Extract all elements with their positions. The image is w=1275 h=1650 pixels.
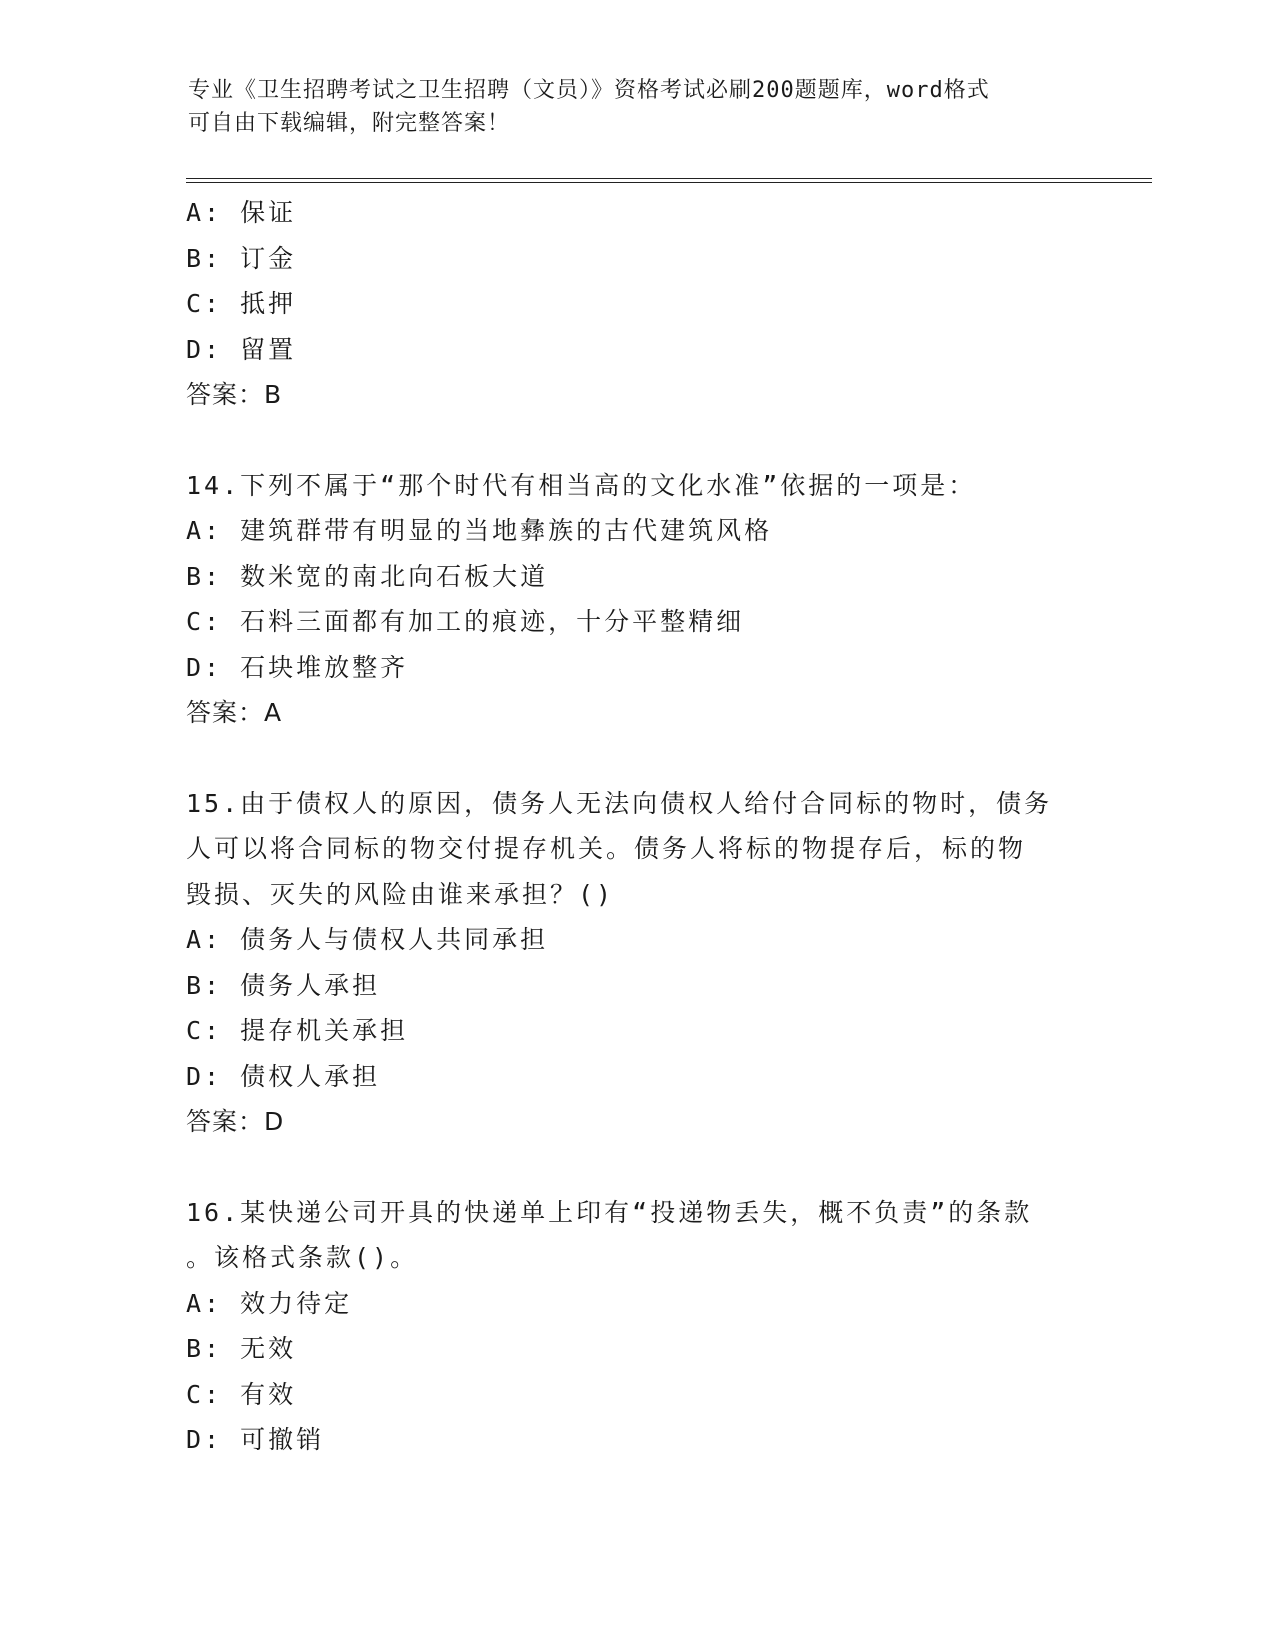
q16-option-a: A: 效力待定 [186,1288,353,1318]
q15-stem-line-1: 15.由于债权人的原因，债务人无法向债权人给付合同标的物时，债务 [186,788,1053,818]
header-line-1: 专业《卫生招聘考试之卫生招聘（文员）》资格考试必刷200题题库，word格式 [188,78,990,103]
q15-answer: 答案：D [186,1107,285,1136]
q15-stem-line-2: 人可以将合同标的物交付提存机关。债务人将标的物提存后，标的物 [186,834,1027,863]
question-13 [186,190,1086,418]
spacer [186,418,1086,463]
header-line-2: 可自由下载编辑，附完整答案！ [188,111,511,136]
q15-option-d: D: 债权人承担 [186,1061,381,1091]
q16-stem-line-2: 。该格式条款()。 [186,1243,419,1272]
spacer [186,1145,1086,1190]
q13-option-a: A: 保证 [186,198,297,227]
q14-option-a: A: 建筑群带有明显的当地彝族的古代建筑风格 [186,516,773,545]
q15-option-b: B: 债务人承担 [186,970,381,1000]
question-16 [186,1190,1086,1463]
q15-stem-line-3: 毁损、灭失的风险由谁来承担？() [186,879,615,909]
q13-option-b: B: 订金 [186,243,297,273]
q14-option-d: D: 石块堆放整齐 [186,652,409,682]
q15-option-c: C: 提存机关承担 [186,1016,409,1045]
spacer [186,736,1086,781]
q16-option-b: B: 无效 [186,1334,297,1363]
q14-stem: 14.下列不属于“那个时代有相当高的文化水准”依据的一项是： [186,470,977,500]
page-header [188,74,1068,140]
q13-answer: 答案：B [186,380,283,409]
q14-option-c: C: 石料三面都有加工的痕迹，十分平整精细 [186,607,745,636]
q14-answer: 答案：A [186,698,283,727]
question-15 [186,781,1086,1145]
question-content [186,190,1086,1463]
q16-option-d: D: 可撤销 [186,1425,325,1454]
q16-option-c: C: 有效 [186,1379,297,1409]
header-double-rule [186,178,1152,183]
q14-option-b: B: 数米宽的南北向石板大道 [186,561,549,591]
q13-option-c: C: 抵押 [186,289,297,318]
q16-stem-line-1: 16.某快递公司开具的快递单上印有“投递物丢失，概不负责”的条款 [186,1197,1033,1227]
question-14 [186,463,1086,736]
q13-option-d: D: 留置 [186,334,297,364]
q15-option-a: A: 债务人与债权人共同承担 [186,925,549,954]
